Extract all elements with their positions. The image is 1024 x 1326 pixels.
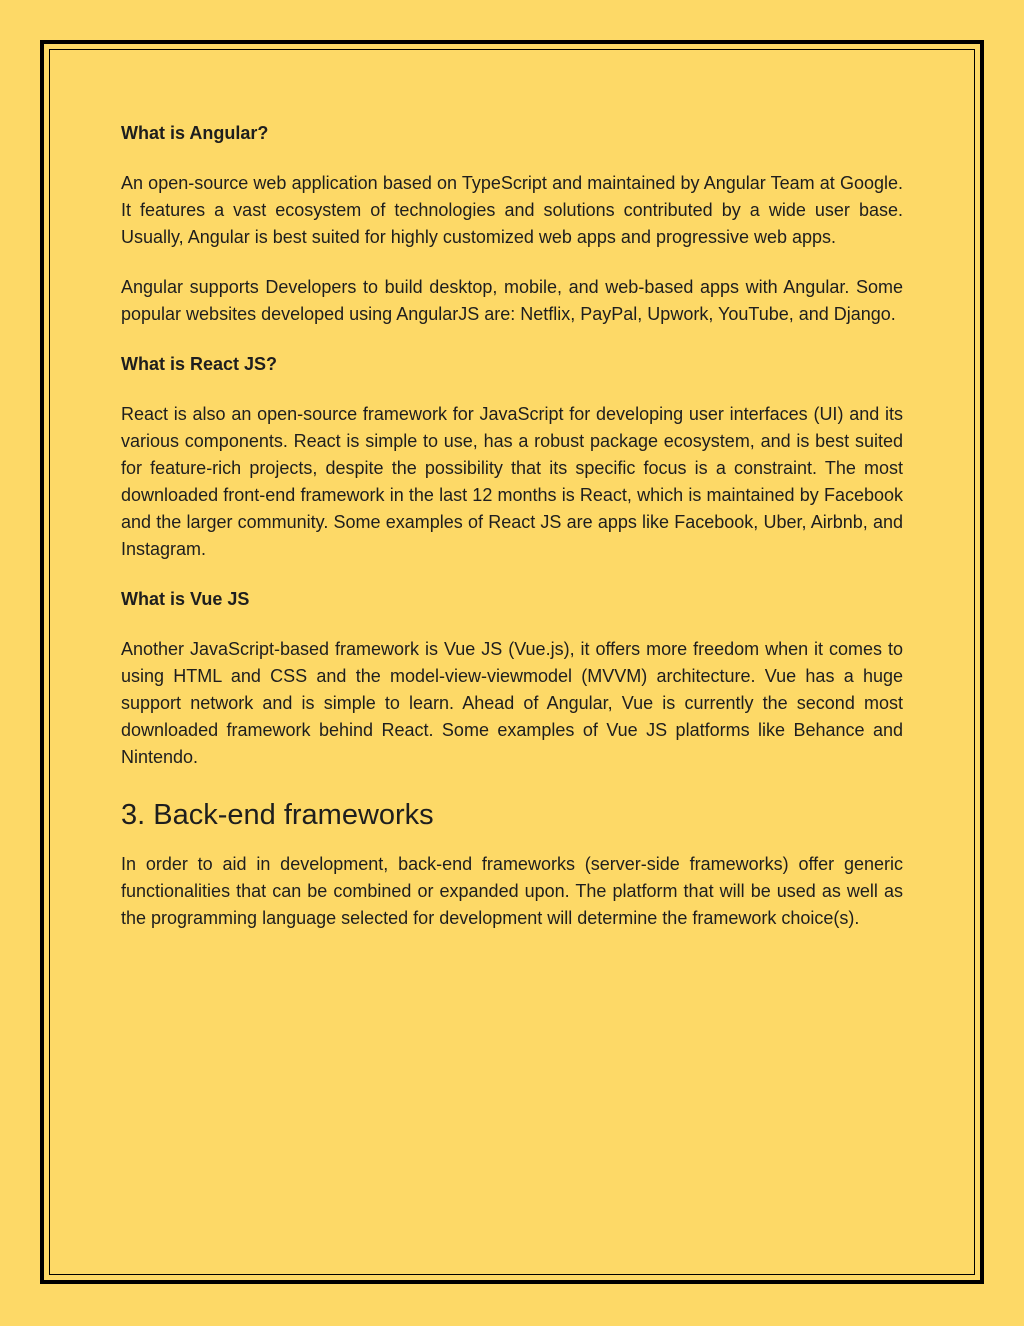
angular-heading: What is Angular? (121, 123, 269, 143)
react-paragraph: React is also an open-source framework for JavaScript for developing user interfaces (UI) and its various components. React is simple to use, has a robust package ecosystem, and is best suited for feature-rich projects, despite the possibility that its specific focus is a constraint. The most downloaded front-end framework in the last 12 months is React, which is maintained by Facebook and the larger community. Some examples of React JS are apps like Facebook, Uber, Airbnb, and Instagram. (121, 404, 903, 559)
angular-paragraph-2: Angular supports Developers to build desktop, mobile, and web-based apps with Angular. Some popular websites developed using AngularJS are: Netflix, PayPal, Upwork, YouTube, and Django. (121, 277, 903, 324)
backend-paragraph: In order to aid in development, back-end frameworks (server-side frameworks) offer generic functionalities that can be combined or expanded upon. The platform that will be used as well as the programming language selected for development will determine the framework choice(s). (121, 854, 903, 928)
backend-section (121, 797, 903, 932)
vue-section (121, 586, 903, 771)
document-body (121, 120, 903, 955)
angular-section (121, 120, 903, 328)
react-heading: What is React JS? (121, 354, 278, 374)
angular-paragraph-1: An open-source web application based on TypeScript and maintained by Angular Team at Google. It features a vast ecosystem of technologies and solutions contributed by a wide user base. Usually, Angular is best suited for highly customized web apps and progressive web apps. (121, 173, 903, 247)
vue-heading: What is Vue JS (121, 589, 250, 609)
vue-paragraph: Another JavaScript-based framework is Vue JS (Vue.js), it offers more freedom when it comes to using HTML and CSS and the model-view-viewmodel (MVVM) architecture. Vue has a huge support network and is simple to learn. Ahead of Angular, Vue is currently the second most downloaded framework behind React. Some examples of Vue JS platforms like Behance and Nintendo. (121, 639, 903, 767)
backend-section-title: 3. Back-end frameworks (121, 799, 434, 831)
react-section (121, 351, 903, 563)
